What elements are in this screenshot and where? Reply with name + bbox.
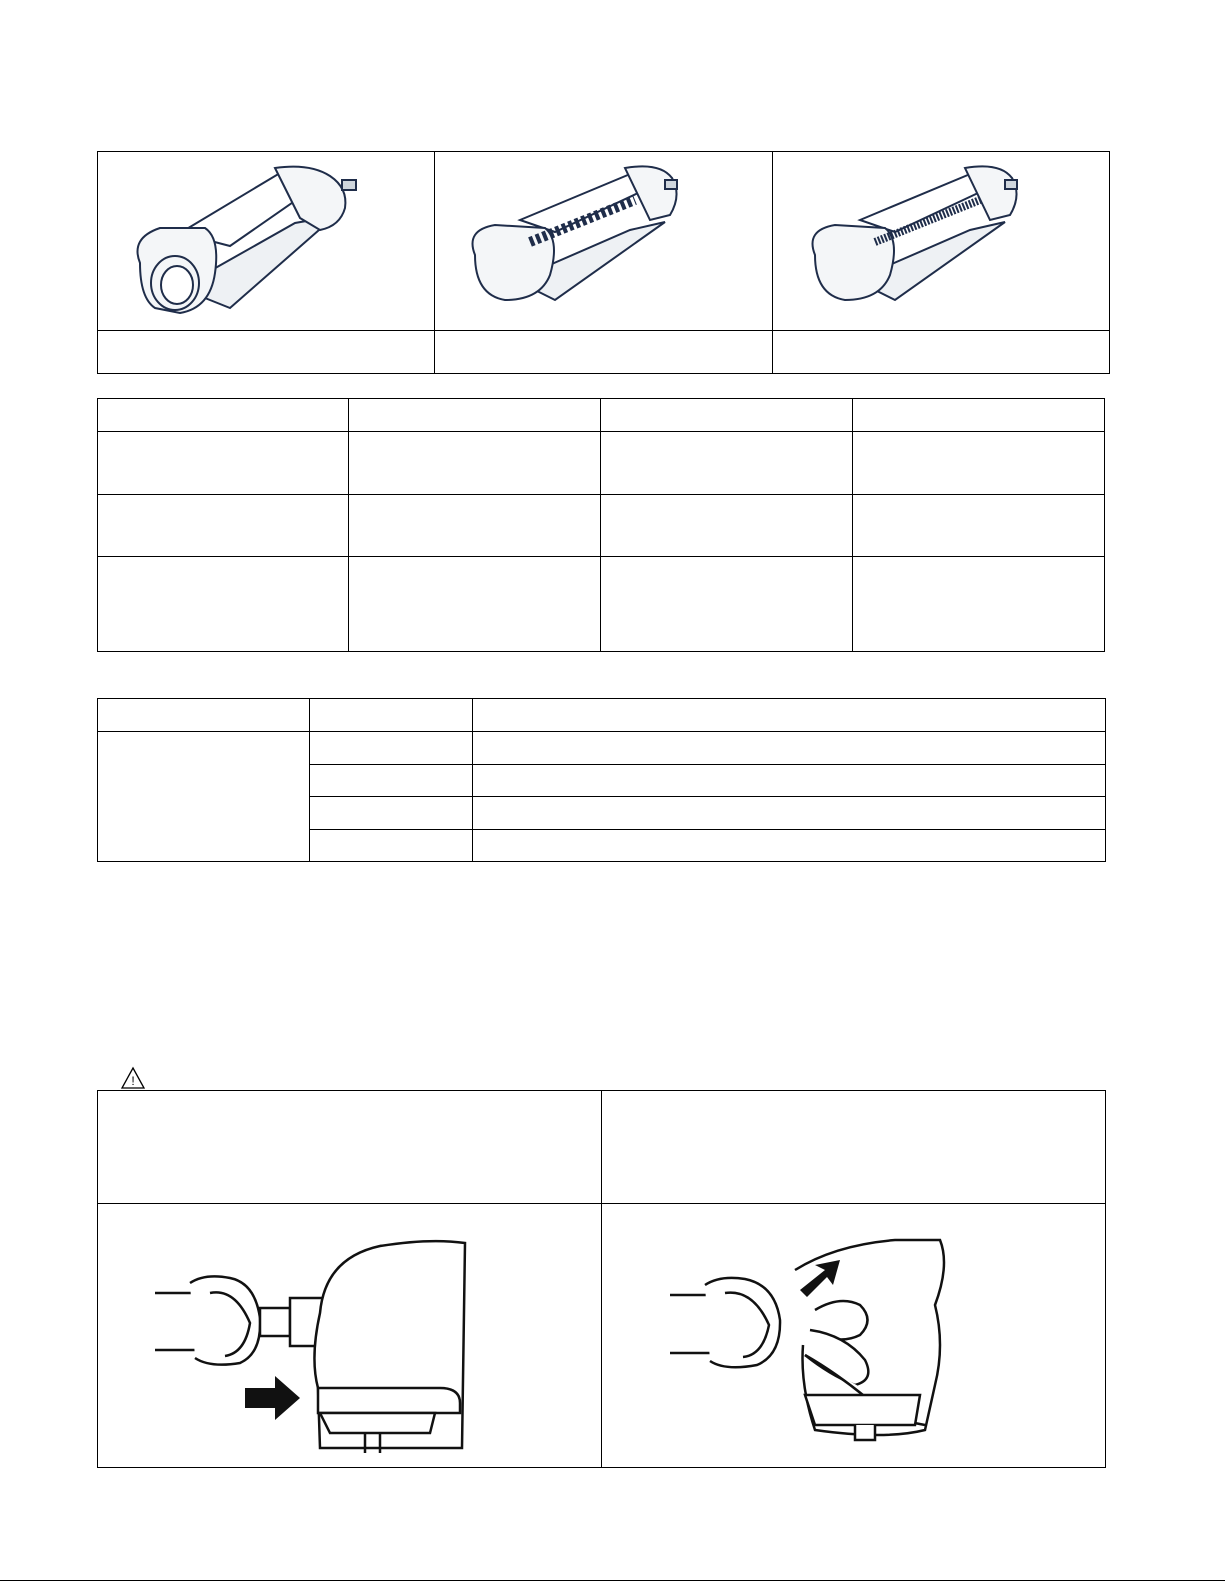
roller-pasta-sheet-icon — [120, 158, 370, 323]
thickness-cell — [317, 802, 465, 824]
settings-cell — [860, 565, 1095, 645]
settings-cell — [356, 440, 591, 488]
settings-cell — [105, 565, 340, 645]
settings-cell — [608, 440, 843, 488]
attach-step-text — [610, 1098, 1098, 1198]
thickness-header-cell — [480, 705, 1095, 727]
thickness-cell — [317, 770, 465, 792]
thickness-header-cell — [317, 705, 465, 727]
settings-cell — [356, 565, 591, 645]
settings-cell — [608, 502, 843, 550]
warning-glyph: ! — [131, 1074, 135, 1088]
attach-step-text — [105, 1098, 593, 1198]
thickness-cell — [480, 835, 1095, 857]
thickness-cell — [317, 835, 465, 857]
spaghetti-cutter-icon — [800, 160, 1050, 310]
settings-header-cell — [356, 405, 591, 427]
page-bottom-rule — [0, 1580, 1225, 1581]
settings-cell — [860, 502, 1095, 550]
settings-cell — [105, 502, 340, 550]
thickness-cell — [480, 802, 1095, 824]
settings-cell — [356, 502, 591, 550]
thickness-cell — [480, 770, 1095, 792]
tighten-knob-hand-icon — [665, 1235, 955, 1450]
settings-header-cell — [860, 405, 1095, 427]
cutter-caption-1 — [105, 340, 425, 364]
settings-header-cell — [105, 405, 340, 427]
thickness-cell — [480, 737, 1095, 759]
fettuccine-cutter-icon — [460, 160, 710, 310]
settings-cell — [608, 565, 843, 645]
settings-header-cell — [608, 405, 843, 427]
thickness-header-cell — [105, 705, 300, 727]
thickness-group-label — [105, 740, 300, 855]
settings-cell — [860, 440, 1095, 488]
cutter-caption-3 — [780, 340, 1100, 364]
warning-triangle-icon — [120, 1066, 146, 1090]
settings-cell — [105, 440, 340, 488]
thickness-cell — [317, 737, 465, 759]
cutter-caption-2 — [442, 340, 762, 364]
insert-attachment-arrow-icon — [150, 1238, 470, 1453]
